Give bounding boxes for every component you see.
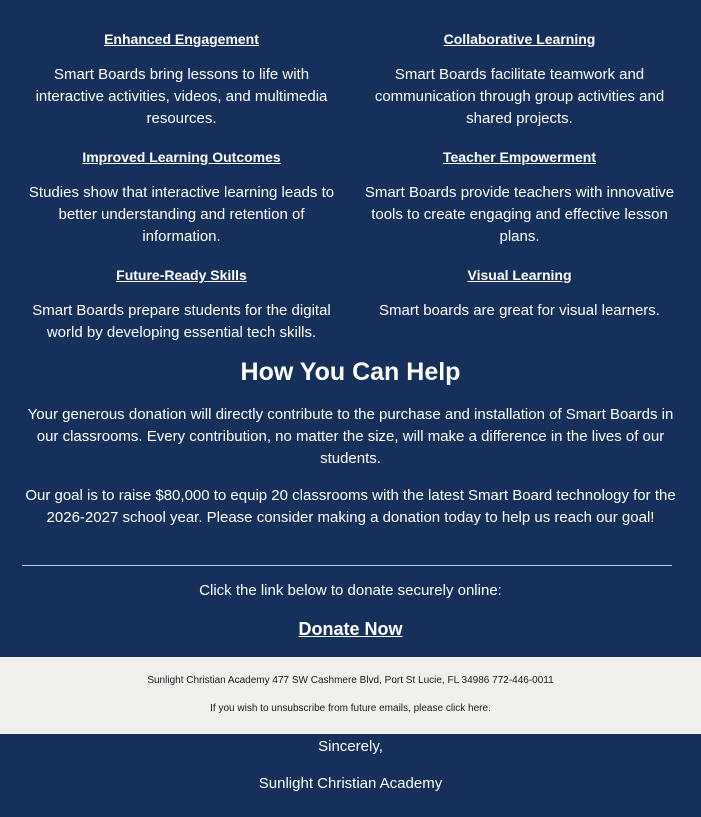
donate-instructions: Click the link below to donate securely online: [199,582,502,599]
fundraising-goal-paragraph: Our goal is to raise $80,000 to equip 20 classrooms with the latest Smart Board technology for the 2026-2027 school year. Please consider making a donation today to help us reach our goal! [25,487,676,526]
closing-signature: Sunlight Christian Academy [258,775,443,792]
donate-now-link[interactable]: Donate Now [298,619,403,639]
benefit-text: Smart Boards provide teachers with innovative tools to create engaging and effective lesson plans. [364,184,675,245]
closing-salutation: Sincerely, [318,738,383,755]
divider [22,565,672,566]
benefit-title-link[interactable]: Future-Ready Skills [116,267,247,283]
unsubscribe-notice [0,702,701,716]
section-heading-how-you-can-help: How You Can Help [240,358,461,386]
footer [0,657,701,734]
unsubscribe-link[interactable]: here [468,703,489,714]
unsubscribe-text: If you wish to unsubscribe from future emails, please click [210,703,469,714]
benefit-card [20,26,343,144]
benefit-card [20,144,343,262]
benefit-title-link[interactable]: Visual Learning [467,267,572,283]
donation-impact-paragraph: Your generous donation will directly contribute to the purchase and installation of Smart Boards in our classrooms. Every contribution, no matter the size, will make a difference in the lives of our students. [27,406,674,467]
benefit-card [358,262,681,358]
benefit-text: Smart boards are great for visual learners. [379,302,660,319]
benefit-title-link[interactable]: Enhanced Engagement [104,31,259,47]
benefits-grid [20,26,681,358]
benefit-card [358,144,681,262]
benefit-card [358,26,681,144]
benefit-text: Smart Boards bring lessons to life with interactive activities, videos, and multimedia resources. [35,66,328,127]
benefit-text: Smart Boards prepare students for the digital world by developing essential tech skills. [32,302,331,341]
benefit-card [20,262,343,358]
unsubscribe-suffix: . [488,703,491,714]
school-address: Sunlight Christian Academy 477 SW Cashmere Blvd, Port St Lucie, FL 34986 772-446-0011 [147,675,554,686]
benefit-title-link[interactable]: Improved Learning Outcomes [82,149,281,165]
benefit-text: Studies show that interactive learning leads to better understanding and retention of information. [28,184,335,245]
benefit-title-link[interactable]: Teacher Empowerment [442,149,596,165]
benefit-title-link[interactable]: Collaborative Learning [443,31,596,47]
benefit-text: Smart Boards facilitate teamwork and communication through group activities and shared projects. [374,66,665,127]
